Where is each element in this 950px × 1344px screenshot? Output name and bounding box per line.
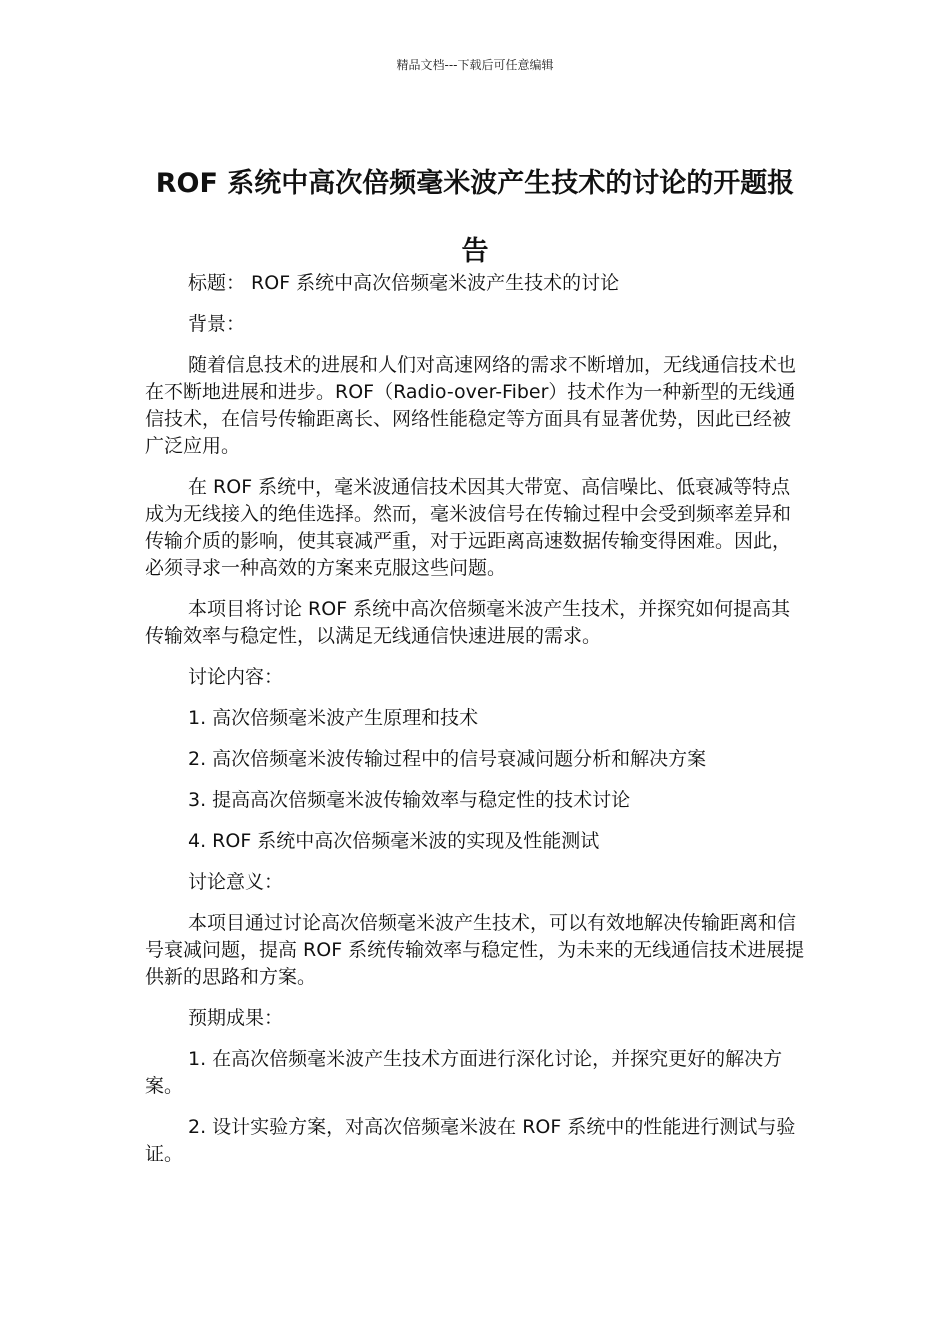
document-body (145, 270, 807, 1168)
header-note: 精品文档---下载后可任意编辑 (396, 58, 554, 72)
background-paragraph-2: 在 ROF 系统中，毫米波通信技术因其大带宽、高信噪比、低衰减等特点成为无线接入的绝佳选择。然而，毫米波信号在传输过程中会受到频率差异和传输介质的影响，使其衰减严重，对于远距离高速数据传输变得困难。因此，必须寻求一种高效的方案来克服这些问题。 (145, 476, 792, 579)
expected-results-heading: 预期成果： (188, 1007, 284, 1029)
title-line: 标题： ROF 系统中高次倍频毫米波产生技术的讨论 (188, 272, 620, 294)
expected-result-2: 2. 设计实验方案，对高次倍频毫米波在 ROF 系统中的性能进行测试与验证。 (145, 1116, 796, 1165)
significance-heading: 讨论意义： (188, 871, 284, 893)
research-content-heading: 讨论内容： (188, 666, 284, 688)
research-content-item-2: 2. 高次倍频毫米波传输过程中的信号衰减问题分析和解决方案 (188, 748, 707, 770)
background-paragraph-1: 随着信息技术的进展和人们对高速网络的需求不断增加，无线通信技术也在不断地进展和进步。ROF（Radio-over-Fiber）技术作为一种新型的无线通信技术，在信号传输距离长、网络性能稳定等方面具有显著优势，因此已经被广泛应用。 (145, 354, 797, 457)
background-paragraph-3: 本项目将讨论 ROF 系统中高次倍频毫米波产生技术，并探究如何提高其传输效率与稳定性，以满足无线通信快速进展的需求。 (145, 598, 791, 647)
background-heading: 背景： (188, 313, 246, 335)
research-content-item-3: 3. 提高高次倍频毫米波传输效率与稳定性的技术讨论 (188, 789, 631, 811)
research-content-item-1: 1. 高次倍频毫米波产生原理和技术 (188, 707, 479, 729)
research-content-item-4: 4. ROF 系统中高次倍频毫米波的实现及性能测试 (188, 830, 600, 852)
expected-result-1: 1. 在高次倍频毫米波产生技术方面进行深化讨论，并探究更好的解决方案。 (145, 1048, 783, 1097)
document-title: ROF 系统中高次倍频毫米波产生技术的讨论的开题报告 (155, 168, 795, 268)
significance-paragraph: 本项目通过讨论高次倍频毫米波产生技术，可以有效地解决传输距离和信号衰减问题，提高 ROF 系统传输效率与稳定性，为未来的无线通信技术进展提供新的思路和方案。 (145, 912, 805, 988)
